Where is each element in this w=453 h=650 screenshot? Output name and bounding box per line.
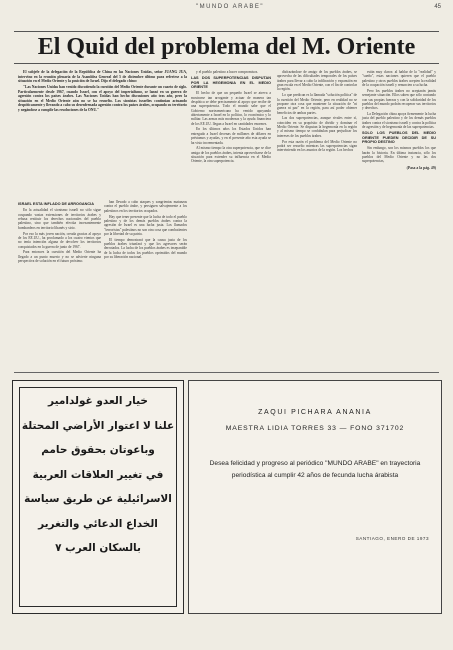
paragraph: han llevado a cabo ataques y sangrientas matanzas contra el pueblo árabe, y persiguen salvajemente a los palestinos en los territorios ocupados. [104, 200, 187, 213]
paragraph: Sin embargo, son los mismos pueblos los que harán la historia. En última instancia, sólo los pueblos del Medio Oriente y no las dos superpotencias, [362, 146, 436, 164]
arabic-line: في تغيير العلاقات العربية [32, 468, 164, 481]
arabic-line: خيار العدو غولدامير [48, 395, 148, 407]
greeting-ad-box [188, 380, 442, 614]
paragraph: En los últimos años los Estados Unidos han entregado a Israel decenas de millones de dólares en préstamos y ayudas, y en el presente año esta ayuda se ha visto incrementada. [191, 127, 271, 145]
title-rule-top [14, 31, 439, 32]
advertiser-name: ZAQUI PICHARA ANANIA [258, 409, 372, 416]
arabic-line: الاسرائيلية عن طريق سياسة [24, 493, 172, 505]
article-column-4 [362, 70, 436, 170]
arabic-line: وباعوتان بحقوق حامم [41, 444, 155, 456]
paragraph: El hecho de que un pequeño Israel se atreva a mostrarse tan arrogante y actuar de manera tan despótica se debe precisamente al apoyo que recibe de una superpotencia. Todo el mundo sabe que el Gobierno norteamericano ha venido apoyando abiertamente a Israel en lo político, lo económico y lo militar. Las armas más modernas y la ayuda financiera de los EE.UU. llegan a Israel en cantidades enormes. [191, 91, 271, 126]
paragraph: En la actualidad el sionismo israelí no sólo sigue ocupando vastas extensiones de territorios árabes y rehusa restituir los derechos nacionales del pueblo palestino, sino que también efectúa incesantemente bombardeos en territorio libanés y sirio. [18, 208, 101, 230]
arabic-ad-text [17, 389, 179, 561]
article-column-1 [18, 200, 101, 265]
running-title: "MUNDO ARABE" [195, 4, 265, 10]
paragraph: disfrazándose de amigo de los pueblos árabes, se aprovecha de las dificultades temporales de los países árabes para llevar a cabo la infiltración y expansión en gran escala en el Medio Oriente, con el fin de controlar la región. [277, 70, 357, 92]
paragraph: Pero los pueblos árabes no aceptarán jamás semejante situación. Ellos saben que sólo contando con sus propias fuerzas y con la solidaridad de los pueblos del mundo podrán recuperar sus territorios y derechos. [362, 88, 436, 111]
arabic-line: علنا لا اعتوار الأراضي المحتلة [21, 419, 175, 432]
article-column-3 [277, 70, 357, 154]
arabic-ad-box [12, 380, 184, 614]
paragraph: Al mismo tiempo la otra superpotencia, que se dice amiga de los pueblos árabes, intenta aprovecharse de la situación para extender su influencia en el Medio Oriente, la otra superpotencia. [191, 146, 271, 164]
paragraph: y el pueblo palestino a hacer compromisos. [196, 70, 259, 74]
greeting-signature: SANTIAGO, ENERO DE 1973 [355, 536, 429, 541]
paragraph: Por eso la más joven nación, creada gracias al apoyo de los EE.UU., ha proclamado a los cuatro vientos que no tenía intención alguna de devolver los territorios conquistados en la guerra de junio de 1967. [18, 231, 101, 249]
lead-quote: "Las Naciones Unidas han venido discutiendo la cuestión del Medio Oriente durante un cuarto de siglo. Particularmente desde 1967, cuando Israel, con el apoyo del imperialismo, se lanzó en su guerra de agresión contra los países árabes. Las Naciones Unidas han hecho discusiones año tras año, pero la situación en el Medio Oriente aún no se ha resuelto. Los sionistas israelíes continúan actuando despóticamente y llevando a cabo su desenfrenada agresión contra los países árabes, ocupando su territorio y negándose a cumplir las resoluciones de la ONU." [18, 85, 187, 112]
article-column-1b [104, 200, 187, 261]
page-number: 45 [434, 4, 441, 10]
lead-paragraph: El subjefe de la delegación de la República de China en las Naciones Unidas, señor JUANG JUA, intervino en la reunión plenaria de la Asamblea General del 5 de diciembre último para referirse a la situación en el Medio Oriente y la posición de Israel. Dijo el delegado chino: [18, 70, 187, 83]
paragraph: La Delegación china apoya firmemente la lucha justa del pueblo palestino y de los demás pueblos árabes contra el sionismo israelí y contra la política de agresión y de hegemonía de las superpotencias. [362, 112, 436, 130]
subheading-pueblos: SOLO LOS PUEBLOS DEL MEDIO ORIENTE PUEDEN DECIDIR DE SU PROPIO DESTINO [362, 131, 436, 145]
article-title: El Quid del problema del M. Oriente [37, 34, 416, 60]
article-column-2 [191, 70, 271, 165]
paragraph: Para entonces la cuestión del Medio Oriente ha llegado a un punto muerto y no se advierte ninguna perspectiva de solución en el futuro próximo. [18, 250, 101, 264]
advertiser-address: MAESTRA LIDIA TORRES 33 — FONO 371702 [225, 425, 405, 432]
paragraph: El tiempo demostrará que la causa justa de los pueblos árabes triunfará y que los agresores serán derrotados. La lucha de los pueblos árabes es inseparable de la lucha de todos los pueblos oprimidos del mundo por su liberación nacional. [104, 237, 187, 260]
title-rule-bottom [14, 63, 439, 64]
article-lead [18, 70, 187, 112]
paragraph: Por esta razón el problema del Medio Oriente no podrá ser resuelto mientras las superpotencias sigan interviniendo en los asuntos de la región. Los hechos [277, 139, 357, 153]
continued-note: (Pasa a la pág. 49) [406, 165, 436, 170]
ads-divider [14, 372, 439, 373]
subheading-superpotencias: LAS DOS SUPERPOTENCIAS DISPUTAN POR LA HEGEMONIA EN EL MEDIO ORIENTE [191, 76, 271, 89]
greeting-message: Desea felicidad y progreso al periódico "MUNDO ARABE" en trayectoria periodística al cumplir 42 años de fecunda lucha árabista [209, 460, 421, 479]
paragraph: Las dos superpotencias, aunque rivales entre sí, coinciden en su propósito de dividir y dominar el Medio Oriente. Se disputan la hegemonía en la región y al mismo tiempo se confabulan para perjudicar los intereses de los pueblos árabes. [277, 116, 357, 138]
arabic-line: بالسكان العرب ٧ [55, 542, 141, 554]
arabic-line: الخداع الدعائي والتغرير [38, 517, 158, 530]
paragraph: Lo que predican es la llamada "solución política" de la cuestión del Medio Oriente, pero en realidad no se propone otra cosa que mantener la situación de "ni guerra ni paz" en la región, para así poder obtener beneficios de ambas partes. [277, 93, 357, 115]
paragraph: están muy claros: al hablar de la "realidad" y "sueño", estas naciones quieren que el pueblo palestino y otros pueblos árabes acepten la realidad de la ocupación israelí y renuncien a su lucha. [362, 70, 436, 88]
paragraph: Hay que tener presente que la lucha de todo el pueblo palestino y de los demás pueblos árabes contra la agresión de Israel es una lucha justa. Los llamados "terroristas" palestinos no son otra cosa que combatientes por la libertad de su patria. [104, 214, 187, 236]
subheading-israel: ISRAEL ESTA INFLADO DE ARROGANCIA [18, 202, 94, 206]
